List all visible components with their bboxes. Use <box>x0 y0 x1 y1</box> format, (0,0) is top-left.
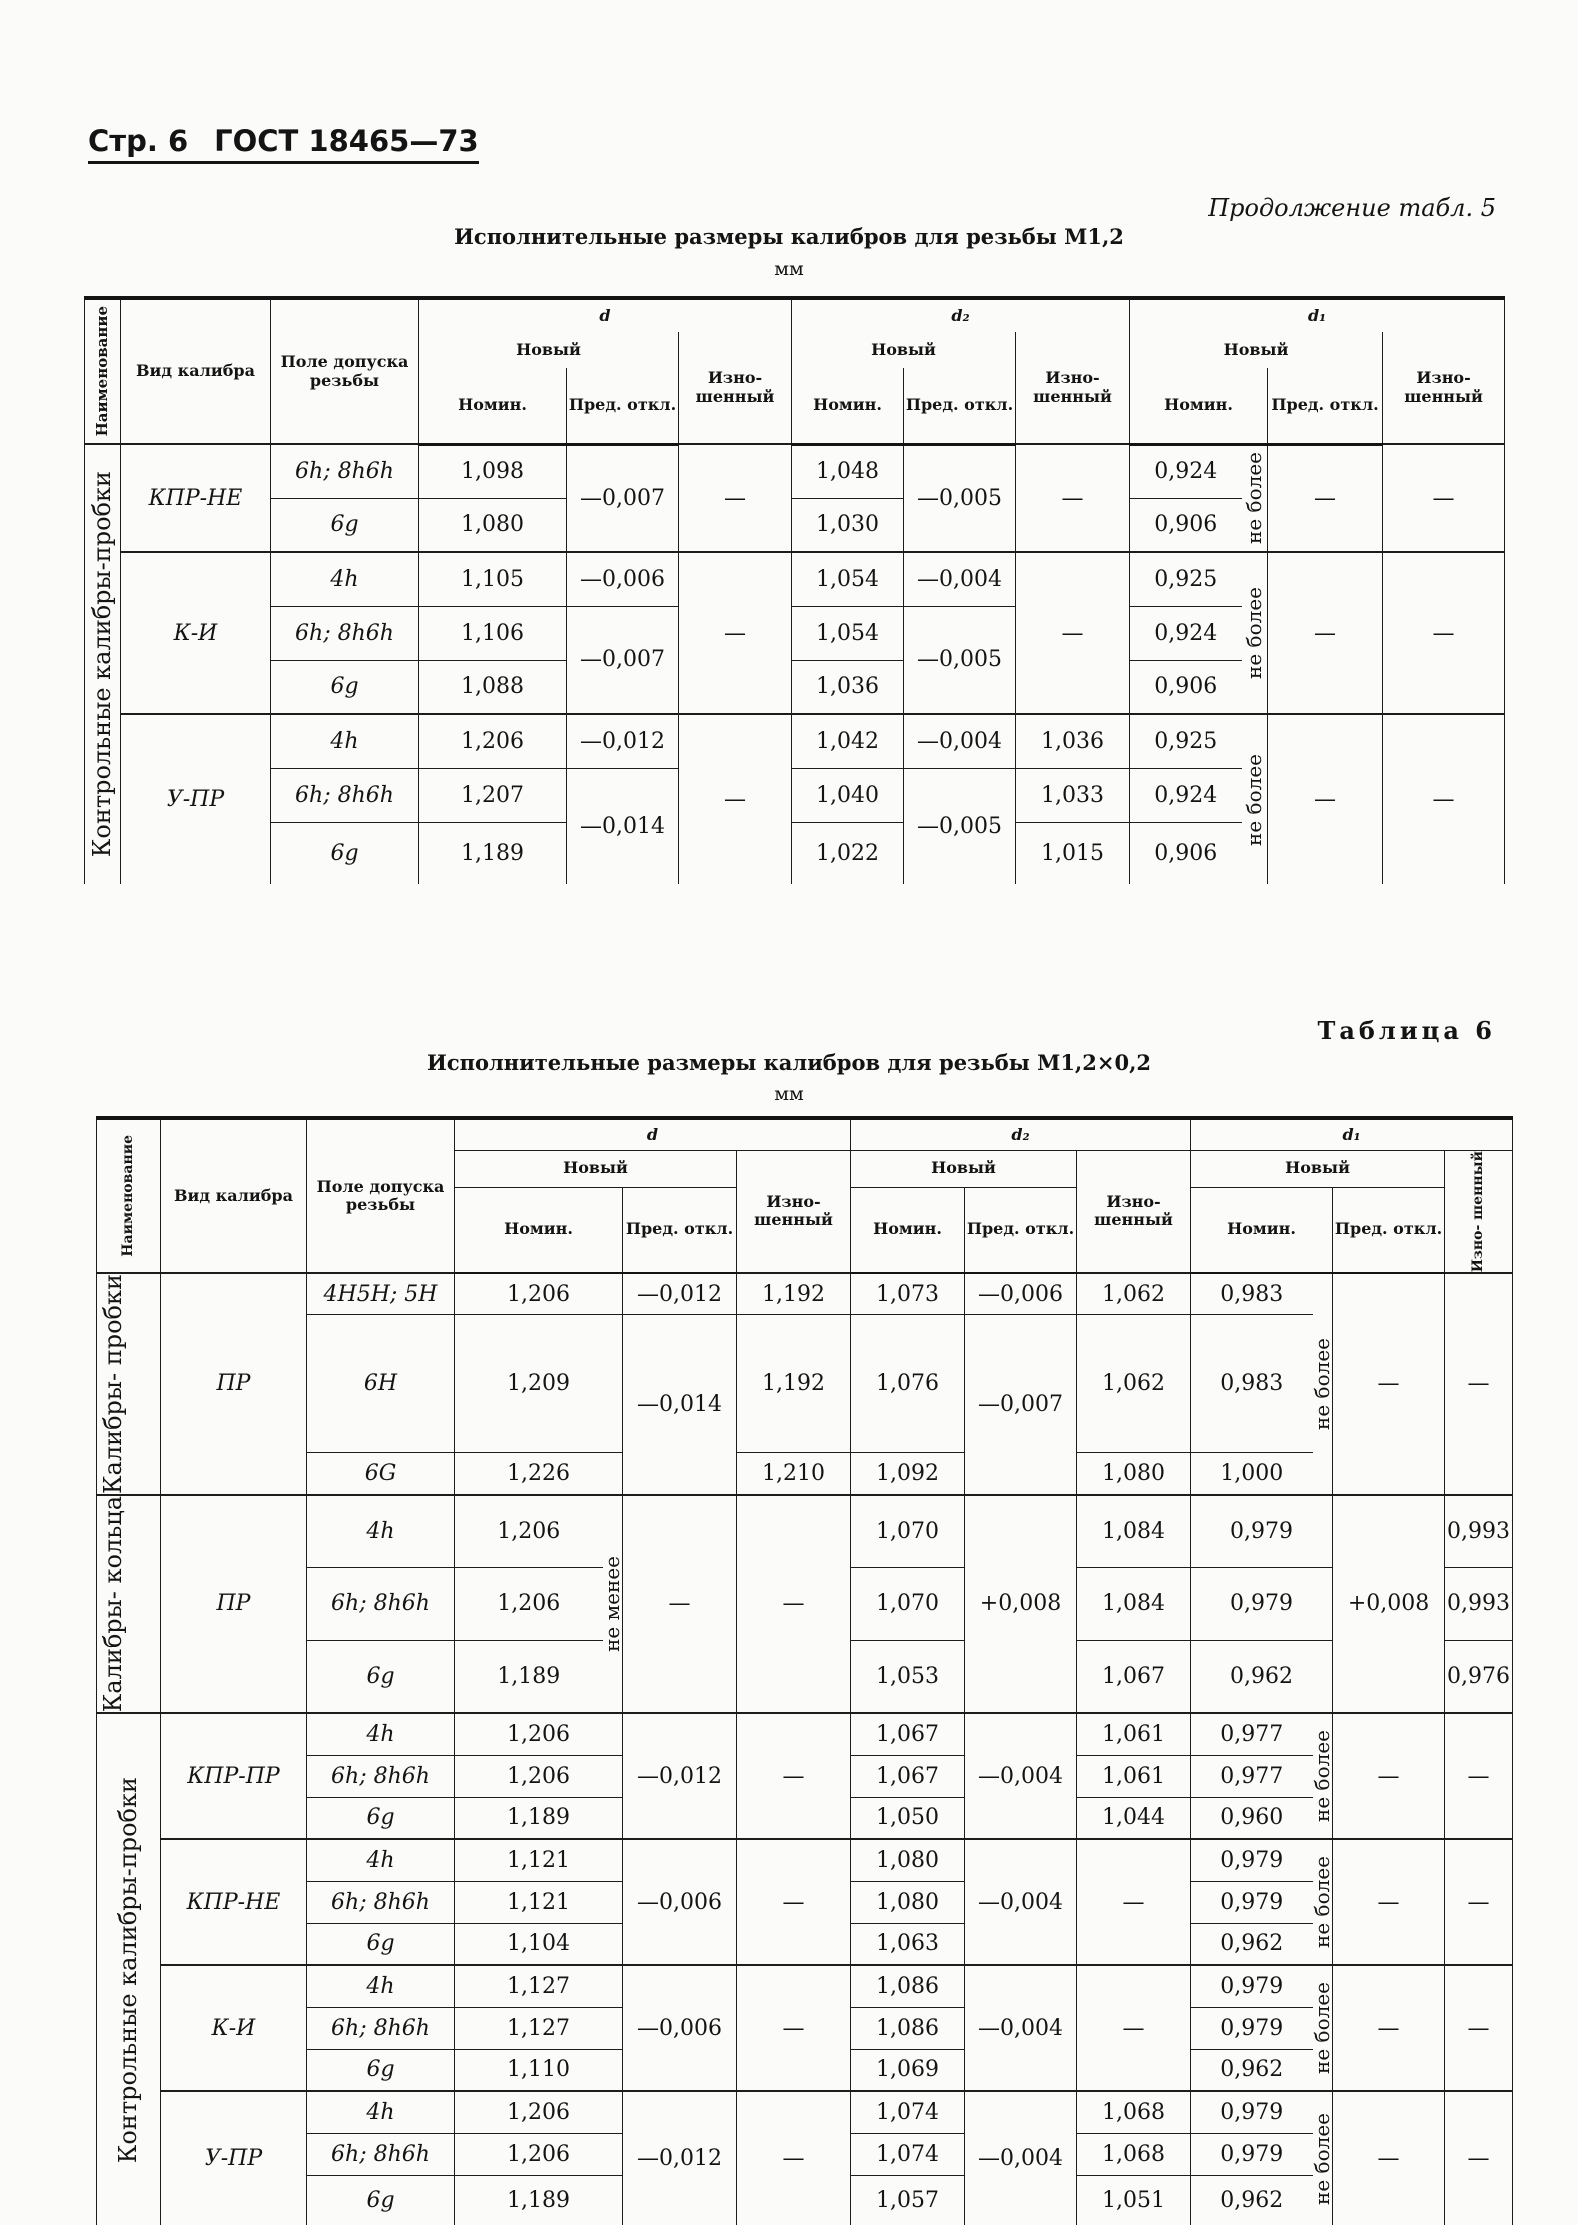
d2-worn: 1,015 <box>1016 822 1130 884</box>
d2-worn: 1,084 <box>1077 1568 1191 1641</box>
d1-deviation: — <box>1333 2091 1445 2225</box>
d2-nominal: 1,042 <box>792 714 904 768</box>
kind-label: У-ПР <box>161 2091 307 2225</box>
d2-nominal: 1,080 <box>851 1839 965 1881</box>
d1-nom-header: Номин. <box>1130 368 1268 444</box>
d2-worn: 1,068 <box>1077 2133 1191 2175</box>
tolerance-cell: 4h <box>271 714 419 768</box>
d-deviation: —0,006 <box>623 1965 737 2091</box>
d2-nominal: 1,076 <box>851 1315 965 1453</box>
d1-nominal: 0,960 <box>1191 1797 1313 1839</box>
d2-worn: 1,062 <box>1077 1273 1191 1315</box>
d2-nominal: 1,063 <box>851 1923 965 1965</box>
d1-deviation: — <box>1268 552 1383 714</box>
d-nominal: 1,110 <box>455 2049 623 2091</box>
d2-deviation: —0,007 <box>965 1315 1077 1495</box>
d1-nominal: 0,925 <box>1130 714 1242 768</box>
name-header: Наименование <box>85 298 121 444</box>
d-nominal: 1,121 <box>455 1881 623 1923</box>
d2-worn: 1,036 <box>1016 714 1130 768</box>
d2-nominal: 1,053 <box>851 1640 965 1713</box>
d1-worn: — <box>1445 1273 1513 1495</box>
d1-nominal: 0,979 <box>1191 2133 1313 2175</box>
d2-dev-header: Пред. откл. <box>904 368 1016 444</box>
d-deviation: —0,014 <box>623 1315 737 1495</box>
d2-nominal: 1,070 <box>851 1495 965 1568</box>
tolerance-cell: 6h; 8h6h <box>307 1568 455 1641</box>
tolerance-cell: 6H <box>307 1315 455 1453</box>
d2-deviation: —0,004 <box>965 1839 1077 1965</box>
group-label: Контрольные калибры-пробки <box>97 1713 161 2225</box>
d-worn-header: Изно- шенный <box>679 332 792 444</box>
d2-nominal: 1,073 <box>851 1273 965 1315</box>
name-header: Наименование <box>97 1118 161 1273</box>
table5 <box>84 296 1505 884</box>
table6-title: Исполнительные размеры калибров для резьбы М1,2×0,2 <box>427 1050 1151 1075</box>
d-nominal: 1,080 <box>419 498 567 552</box>
tolerance-cell: 6h; 8h6h <box>271 768 419 822</box>
tolerance-cell: 6h; 8h6h <box>307 1881 455 1923</box>
d-nominal: 1,206 <box>455 2091 623 2133</box>
kind-label: К-И <box>121 552 271 714</box>
d1-deviation: — <box>1333 1965 1445 2091</box>
d2-nominal: 1,080 <box>851 1881 965 1923</box>
d2-nominal: 1,070 <box>851 1568 965 1641</box>
d2-header: d₂ <box>792 298 1130 332</box>
d1-header: d₁ <box>1191 1118 1513 1150</box>
d-deviation: —0,012 <box>567 714 679 768</box>
d-nominal: 1,127 <box>455 1965 623 2007</box>
d-nominal: 1,106 <box>419 606 567 660</box>
d2-nominal: 1,086 <box>851 2007 965 2049</box>
d1-nominal: 0,979 <box>1191 1881 1313 1923</box>
d1-new-header: Новый <box>1191 1150 1445 1187</box>
tolerance-cell: 6h; 8h6h <box>307 1755 455 1797</box>
d2-nom-header: Номин. <box>792 368 904 444</box>
group-label: Калибры- пробки <box>97 1273 161 1495</box>
not-more-note: не более <box>1242 444 1268 552</box>
d2-nominal: 1,048 <box>792 444 904 498</box>
kind-label: КПР-НЕ <box>121 444 271 552</box>
kind-label: ПР <box>161 1495 307 1713</box>
d2-nominal: 1,057 <box>851 2175 965 2225</box>
tolerance-cell: 4h <box>307 1713 455 1755</box>
d-header: d <box>455 1118 851 1150</box>
d1-worn: — <box>1383 444 1505 552</box>
d-worn: — <box>679 552 792 714</box>
d2-worn: 1,084 <box>1077 1495 1191 1568</box>
d-nominal: 1,206 <box>455 1713 623 1755</box>
d1-worn: — <box>1383 714 1505 884</box>
d2-worn: — <box>1077 1839 1191 1965</box>
d-nominal: 1,121 <box>455 1839 623 1881</box>
d-deviation: —0,014 <box>567 768 679 884</box>
tolerance-cell: 6g <box>271 822 419 884</box>
tolerance-cell: 6g <box>307 2175 455 2225</box>
not-more-note: не более <box>1242 552 1268 714</box>
not-more-note: не более <box>1313 1839 1333 1965</box>
d2-deviation: —0,004 <box>965 1713 1077 1839</box>
d1-worn: — <box>1445 1713 1513 1839</box>
d2-deviation: —0,005 <box>904 606 1016 714</box>
d2-deviation: —0,004 <box>965 2091 1077 2225</box>
d1-deviation: +0,008 <box>1333 1495 1445 1713</box>
d2-worn: — <box>1016 552 1130 714</box>
d-nominal: 1,127 <box>455 2007 623 2049</box>
d2-worn: — <box>1077 1965 1191 2091</box>
d2-nominal: 1,086 <box>851 1965 965 2007</box>
d-new-header: Новый <box>455 1150 737 1187</box>
d2-nominal: 1,050 <box>851 1797 965 1839</box>
d2-header: d₂ <box>851 1118 1191 1150</box>
kind-label: КПР-НЕ <box>161 1839 307 1965</box>
group-label: Калибры- кольца <box>97 1495 161 1713</box>
d-nominal: 1,098 <box>419 444 567 498</box>
tolerance-cell: 4h <box>307 1965 455 2007</box>
not-less-note: не менее <box>603 1495 623 1713</box>
page-header <box>88 124 479 164</box>
d2-nominal: 1,054 <box>792 552 904 606</box>
group-label: Контрольные калибры-пробки <box>85 444 121 884</box>
d2-worn: 1,061 <box>1077 1755 1191 1797</box>
d1-nominal: 0,979 <box>1191 2007 1313 2049</box>
d1-nominal: 0,906 <box>1130 660 1242 714</box>
d2-nominal: 1,022 <box>792 822 904 884</box>
d-nominal: 1,105 <box>419 552 567 606</box>
kind-header: Вид калибра <box>161 1118 307 1273</box>
d2-deviation: —0,004 <box>965 1965 1077 2091</box>
d1-nominal: 0,983 <box>1191 1315 1313 1453</box>
tolerance-cell: 4h <box>307 2091 455 2133</box>
d2-nominal: 1,092 <box>851 1453 965 1495</box>
kind-label: К-И <box>161 1965 307 2091</box>
d-worn: — <box>737 1495 851 1713</box>
d-nominal: 1,226 <box>455 1453 623 1495</box>
d2-worn: 1,068 <box>1077 2091 1191 2133</box>
d1-worn: — <box>1445 1839 1513 1965</box>
d1-worn: 0,976 <box>1445 1640 1513 1713</box>
d-nominal: 1,189 <box>455 1640 603 1713</box>
d1-nominal: 0,977 <box>1191 1755 1313 1797</box>
tolerance-header: Поле допуска резьбы <box>271 298 419 444</box>
tolerance-cell: 6g <box>307 1923 455 1965</box>
d1-nominal: 0,979 <box>1191 1839 1313 1881</box>
tolerance-cell: 4h <box>271 552 419 606</box>
d2-worn: 1,044 <box>1077 1797 1191 1839</box>
d1-nominal: 0,983 <box>1191 1273 1313 1315</box>
page-number: Стр. 6 <box>88 124 189 158</box>
table6-label: Таблица 6 <box>1317 1016 1496 1045</box>
d-dev-header: Пред. откл. <box>567 368 679 444</box>
d2-worn-header: Изно- шенный <box>1077 1150 1191 1273</box>
d-deviation: —0,007 <box>567 606 679 714</box>
d-worn: — <box>679 714 792 884</box>
d1-nominal: 0,924 <box>1130 606 1242 660</box>
d-nominal: 1,206 <box>455 1755 623 1797</box>
d2-deviation: —0,005 <box>904 768 1016 884</box>
d-header: d <box>419 298 792 332</box>
d-deviation: —0,006 <box>567 552 679 606</box>
d1-nominal: 0,924 <box>1130 444 1242 498</box>
d2-nominal: 1,030 <box>792 498 904 552</box>
d-nominal: 1,189 <box>455 2175 623 2225</box>
d1-deviation: — <box>1268 714 1383 884</box>
d-worn: 1,210 <box>737 1453 851 1495</box>
d2-deviation: —0,004 <box>904 714 1016 768</box>
d-worn: 1,192 <box>737 1273 851 1315</box>
d2-nominal: 1,074 <box>851 2133 965 2175</box>
d1-deviation: — <box>1333 1273 1445 1495</box>
d2-worn: 1,080 <box>1077 1453 1191 1495</box>
not-more-note: не более <box>1313 1273 1333 1495</box>
d2-deviation: —0,006 <box>965 1273 1077 1315</box>
table6-unit: мм <box>774 1083 804 1105</box>
tolerance-cell: 4H5H; 5H <box>307 1273 455 1315</box>
d1-worn: — <box>1383 552 1505 714</box>
table6 <box>96 1116 1513 2225</box>
d-deviation: —0,007 <box>567 444 679 552</box>
d-deviation: — <box>623 1495 737 1713</box>
d2-worn: 1,033 <box>1016 768 1130 822</box>
tolerance-cell: 6g <box>271 498 419 552</box>
d1-nominal: 0,979 <box>1191 1495 1333 1568</box>
tolerance-cell: 6h; 8h6h <box>271 444 419 498</box>
d1-nominal: 1,000 <box>1191 1453 1313 1495</box>
d2-deviation: —0,004 <box>904 552 1016 606</box>
d1-nominal: 0,906 <box>1130 498 1242 552</box>
d-nominal: 1,189 <box>419 822 567 884</box>
d2-nominal: 1,067 <box>851 1755 965 1797</box>
d-worn: 1,192 <box>737 1315 851 1453</box>
d1-dev-header: Пред. откл. <box>1268 368 1383 444</box>
d-nominal: 1,088 <box>419 660 567 714</box>
d2-new-header: Новый <box>792 332 1016 368</box>
d-nom-header: Номин. <box>455 1187 623 1273</box>
d-worn: — <box>737 2091 851 2225</box>
tolerance-cell: 6g <box>307 2049 455 2091</box>
d2-dev-header: Пред. откл. <box>965 1187 1077 1273</box>
d1-nominal: 0,962 <box>1191 1640 1333 1713</box>
kind-label: КПР-ПР <box>161 1713 307 1839</box>
d1-deviation: — <box>1268 444 1383 552</box>
d-nominal: 1,207 <box>419 768 567 822</box>
tolerance-cell: 4h <box>307 1839 455 1881</box>
d2-nominal: 1,036 <box>792 660 904 714</box>
kind-label: ПР <box>161 1273 307 1495</box>
d1-dev-header: Пред. откл. <box>1333 1187 1445 1273</box>
d1-header: d₁ <box>1130 298 1505 332</box>
d1-nominal: 0,906 <box>1130 822 1242 884</box>
d-deviation: —0,012 <box>623 2091 737 2225</box>
d-nominal: 1,104 <box>455 1923 623 1965</box>
d-worn: — <box>679 444 792 552</box>
kind-header: Вид калибра <box>121 298 271 444</box>
d1-worn: — <box>1445 1965 1513 2091</box>
d-nom-header: Номин. <box>419 368 567 444</box>
d2-worn: 1,061 <box>1077 1713 1191 1755</box>
standard-number: ГОСТ 18465—73 <box>214 124 479 158</box>
table5-unit: мм <box>774 258 804 280</box>
d2-nominal: 1,054 <box>792 606 904 660</box>
d1-deviation: — <box>1333 1713 1445 1839</box>
d1-nominal: 0,962 <box>1191 1923 1313 1965</box>
tolerance-cell: 6h; 8h6h <box>271 606 419 660</box>
d-worn: — <box>737 1965 851 2091</box>
d1-nominal: 0,979 <box>1191 1965 1313 2007</box>
d2-worn: 1,062 <box>1077 1315 1191 1453</box>
d2-nominal: 1,067 <box>851 1713 965 1755</box>
d1-worn-header: Изно- шенный <box>1383 332 1505 444</box>
d1-nominal: 0,977 <box>1191 1713 1313 1755</box>
tolerance-header: Поле допуска резьбы <box>307 1118 455 1273</box>
d1-worn: 0,993 <box>1445 1568 1513 1641</box>
d-deviation: —0,012 <box>623 1713 737 1839</box>
tolerance-cell: 6h; 8h6h <box>307 2007 455 2049</box>
d2-nominal: 1,074 <box>851 2091 965 2133</box>
continuation-label: Продолжение табл. 5 <box>1208 194 1496 222</box>
d-nominal: 1,206 <box>455 1495 603 1568</box>
tolerance-cell: 6h; 8h6h <box>307 2133 455 2175</box>
d-deviation: —0,012 <box>623 1273 737 1315</box>
d1-nominal: 0,979 <box>1191 1568 1333 1641</box>
d1-worn: 0,993 <box>1445 1495 1513 1568</box>
d1-nominal: 0,962 <box>1191 2049 1313 2091</box>
d-nominal: 1,206 <box>419 714 567 768</box>
d1-nominal: 0,924 <box>1130 768 1242 822</box>
d1-nom-header: Номин. <box>1191 1187 1333 1273</box>
not-more-note: не более <box>1242 714 1268 884</box>
tolerance-cell: 6g <box>271 660 419 714</box>
d2-worn: 1,067 <box>1077 1640 1191 1713</box>
d1-nominal: 0,925 <box>1130 552 1242 606</box>
tolerance-cell: 6g <box>307 1640 455 1713</box>
not-more-note: не более <box>1313 1713 1333 1839</box>
d2-new-header: Новый <box>851 1150 1077 1187</box>
d2-deviation: —0,005 <box>904 444 1016 552</box>
d-dev-header: Пред. откл. <box>623 1187 737 1273</box>
d2-worn: — <box>1016 444 1130 552</box>
table5-title: Исполнительные размеры калибров для резьбы М1,2 <box>454 224 1124 249</box>
d-nominal: 1,209 <box>455 1315 623 1453</box>
d2-nom-header: Номин. <box>851 1187 965 1273</box>
not-more-note: не более <box>1313 1965 1333 2091</box>
d2-worn: 1,051 <box>1077 2175 1191 2225</box>
d-worn: — <box>737 1839 851 1965</box>
d-worn-header: Изно- шенный <box>737 1150 851 1273</box>
d-nominal: 1,206 <box>455 2133 623 2175</box>
tolerance-cell: 4h <box>307 1495 455 1568</box>
d1-new-header: Новый <box>1130 332 1383 368</box>
d1-nominal: 0,962 <box>1191 2175 1313 2225</box>
d-deviation: —0,006 <box>623 1839 737 1965</box>
not-more-note: не более <box>1313 2091 1333 2225</box>
d2-worn-header: Изно- шенный <box>1016 332 1130 444</box>
d-nominal: 1,189 <box>455 1797 623 1839</box>
tolerance-cell: 6g <box>307 1797 455 1839</box>
d-nominal: 1,206 <box>455 1273 623 1315</box>
d1-worn-header: Изно- шенный <box>1445 1150 1513 1273</box>
d1-worn: — <box>1445 2091 1513 2225</box>
tolerance-cell: 6G <box>307 1453 455 1495</box>
d2-nominal: 1,069 <box>851 2049 965 2091</box>
d2-nominal: 1,040 <box>792 768 904 822</box>
kind-label: У-ПР <box>121 714 271 884</box>
d-new-header: Новый <box>419 332 679 368</box>
d1-deviation: — <box>1333 1839 1445 1965</box>
d1-nominal: 0,979 <box>1191 2091 1313 2133</box>
d2-deviation: +0,008 <box>965 1495 1077 1713</box>
d-worn: — <box>737 1713 851 1839</box>
d-nominal: 1,206 <box>455 1568 603 1641</box>
